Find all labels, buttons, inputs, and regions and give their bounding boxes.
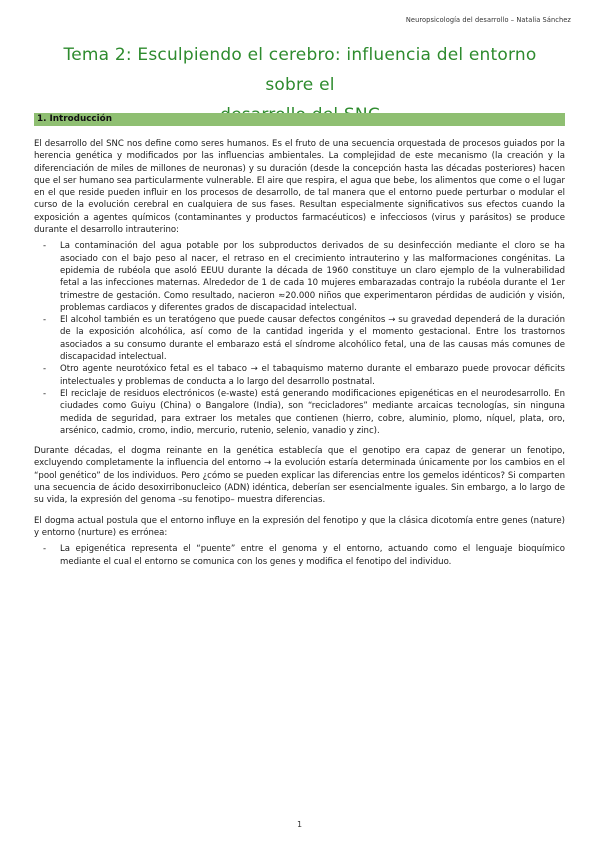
list-item-text: Otro agente neurotóxico fetal es el tabaco → el tabaquismo materno durante el embarazo puede provocar déficits intelectuales y problemas de conducta a lo largo del desarrollo postnatal. xyxy=(60,364,565,387)
dash-bullet: - xyxy=(43,241,47,252)
list-item xyxy=(34,388,565,437)
body-text xyxy=(34,138,565,568)
dash-bullet: - xyxy=(43,544,47,555)
dash-bullet: - xyxy=(43,364,47,375)
paragraph-current-dogma: El dogma actual postula que el entorno influye en la expresión del fenotipo y que la clásica dicotomía entre genes (nature) y entorno (nurture) es errónea: xyxy=(34,515,565,538)
bullet-list-exposures xyxy=(34,240,565,437)
list-item xyxy=(34,314,565,363)
bullet-list-epigenetics xyxy=(34,543,565,568)
list-item-text: El alcohol también es un teratógeno que puede causar defectos congénitos → su gravedad dependerá de la duración de la exposición alcohólica, así como de la cantidad ingerida y el momento gestacional. Entre los trastornos asociados a su consumo durante el embarazo está el síndrome alcohólico fetal, una de las causas más comunes de discapacidad intelectual. xyxy=(60,315,565,363)
list-item xyxy=(34,240,565,314)
list-item-text: La epigenética representa el “puente” entre el genoma y el entorno, actuando como el lenguaje bioquímico mediante el cual el entorno se comunica con los genes y modifica el fenotipo del individuo. xyxy=(60,544,565,567)
list-item xyxy=(34,543,565,568)
list-item-text: La contaminación del agua potable por los subproductos derivados de su desinfección mediante el cloro se ha asociado con el bajo peso al nacer, el retraso en el crecimiento intrauterino y las malformaciones congénitas. La epidemia de rubéola que asoló EEUU durante la década de 1960 constituye un claro ejemplo de la vulnerabilidad fetal a las infecciones maternas. Alrededor de 1 de cada 10 mujeres embarazadas contrajo la rubéola durante el 1er trimestre de gestación. Como resultado, nacieron ≈20.000 niños que experimentaron pérdidas de audición y visión, problemas cardiacos y diferentes grados de discapacidad intelectual. xyxy=(60,241,565,313)
section-heading-bar xyxy=(34,113,565,126)
running-header: Neuropsicología del desarrollo – Natalia Sánchez xyxy=(405,16,571,24)
page-number: 1 xyxy=(296,820,303,829)
paragraph-intro: El desarrollo del SNC nos define como seres humanos. Es el fruto de una secuencia orquestada de procesos guiados por la herencia genética y modificados por las influencias ambientales. La complejidad de este mecanismo (la creación y la diferenciación de miles de millones de neuronas) y su duración (desde la concepción hasta las décadas posteriores) hacen que el ser humano sea particularmente vulnerable. El aire que respira, el agua que bebe, los alimentos que come o el lugar en el que reside pueden influir en los procesos de desarrollo, de tal manera que el entorno puede perturbar o modular el curso de la evolución cerebral en cualquiera de sus fases. Resultan especialmente significativos sus efectos cuando la exposición a agentes químicos (contaminantes y productos farmacéuticos) e infecciosos (virus y parásitos) se produce durante el desarrollo intrauterino: xyxy=(34,139,565,236)
list-item-text: El reciclaje de residuos electrónicos (e-waste) está generando modificaciones epigenéticas en el neurodesarrollo. En ciudades como Guiyu (China) o Bangalore (India), son “recicladores” mediante arcaicas tecnologías, sin ninguna medida de seguridad, para extraer los metales que contienen (hierro, cobre, aluminio, plomo, níquel, plata, oro, arsénico, cadmio, cromo, indio, mercurio, rutenio, selenio, vanadio y zinc). xyxy=(60,388,565,436)
section-heading: 1. Introducción xyxy=(37,114,112,124)
list-item xyxy=(34,363,565,388)
dash-bullet: - xyxy=(43,315,47,326)
title-line-1: Tema 2: Esculpiendo el cerebro: influencia del entorno sobre el xyxy=(63,45,537,95)
dash-bullet: - xyxy=(43,388,47,399)
paragraph-old-dogma: Durante décadas, el dogma reinante en la genética establecía que el genotipo era capaz de generar un fenotipo, excluyendo completamente la influencia del entorno → la evolución estaría determinada únicamente por los cambios en el “pool genético” de los individuos. Pero ¿cómo se pueden explicar las diferencias entre los gemelos idénticos? Si comparten una secuencia de ácido desoxirribonucleico (ADN) idéntica, deberían ser esencialmente iguales. Sin embargo, a lo largo de su vida, la expresión del genoma –su fenotipo– muestra diferencias. xyxy=(34,446,565,506)
